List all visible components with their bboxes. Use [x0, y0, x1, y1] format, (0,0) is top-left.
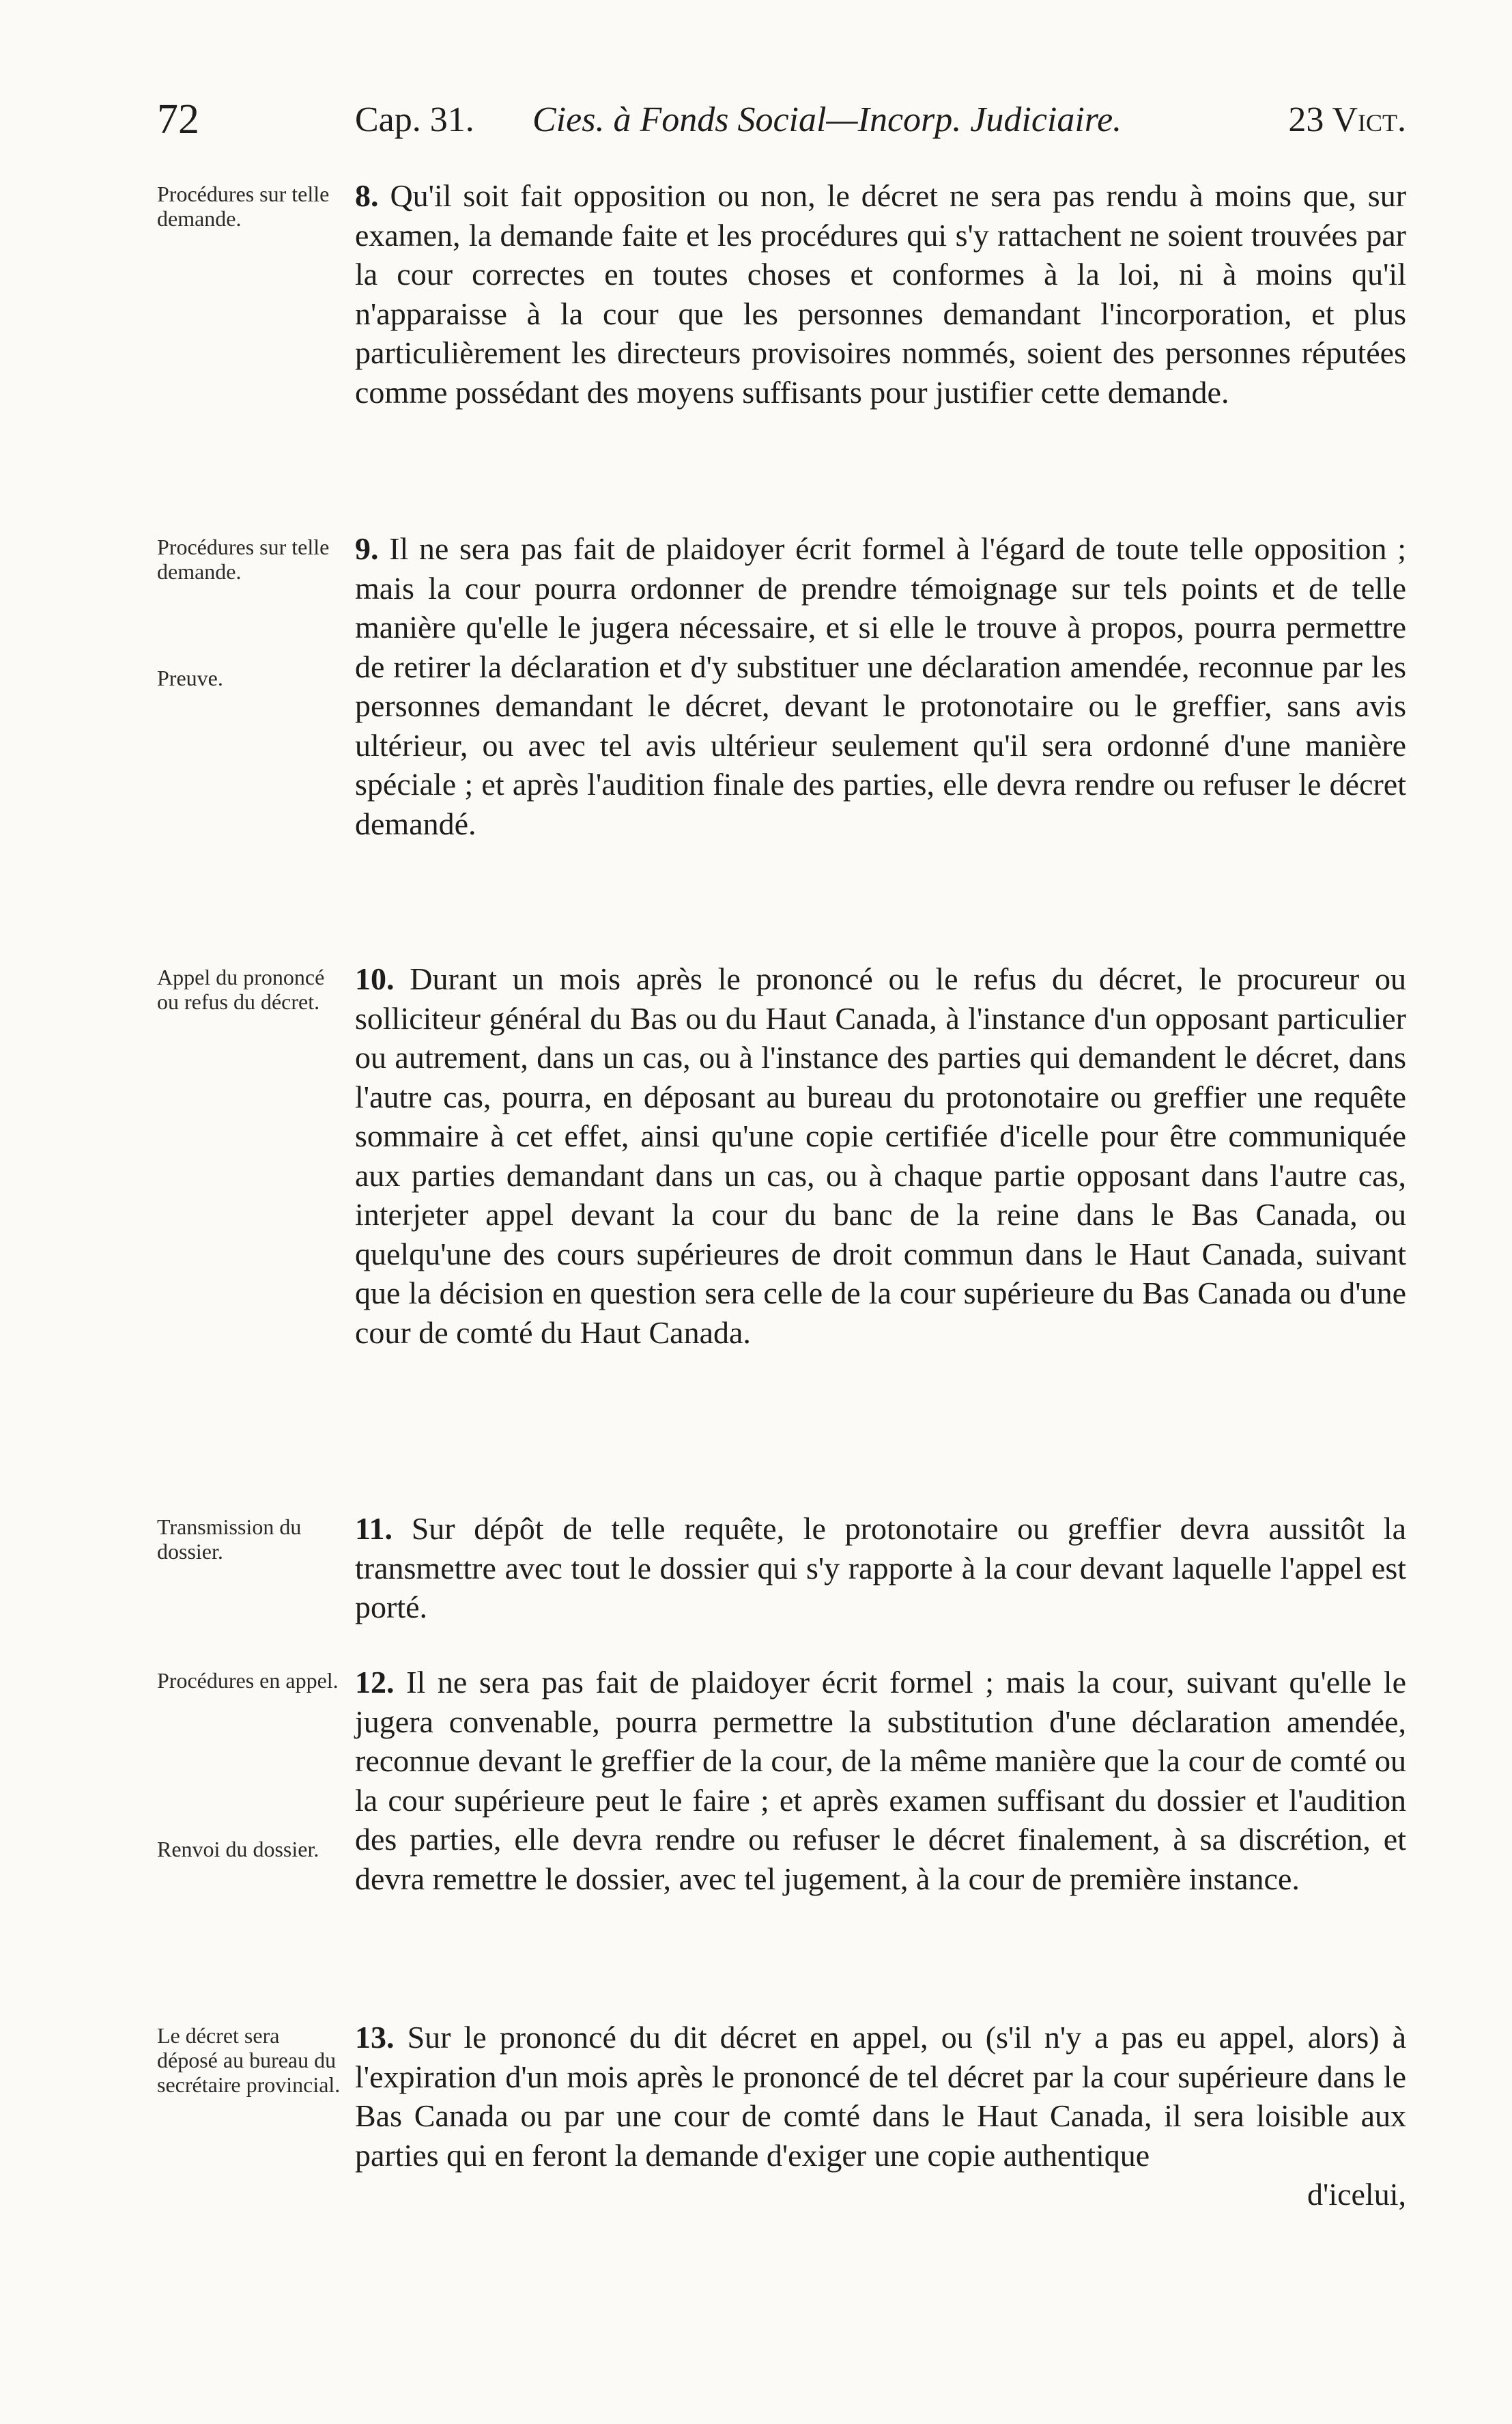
running-title: Cies. à Fonds Social—Incorp. Judiciaire.	[532, 100, 1122, 139]
margin-note: Procédures en appel.	[157, 1668, 339, 1693]
section-text	[355, 529, 1406, 843]
margin-note: Appel du prononcé ou refus du décret.	[157, 965, 325, 1014]
section-number: 8.	[355, 178, 379, 213]
margin-note: Transmission du dossier.	[157, 1514, 302, 1564]
section-number: 13.	[355, 2020, 395, 2055]
catchword: d'icelui,	[1307, 2177, 1406, 2212]
section-body: Qu'il soit fait opposition ou non, le décret ne sera pas rendu à moins que, sur examen, la demande faite et les procédures qui s'y rattachent ne soient trouvées par la cour correctes en toutes choses et conformes à la loi, ni à moins qu'il n'apparaisse à la cour que les personnes demandant l'incorporation, et plus particulièrement les directeurs provisoires nommés, soient des personnes réputées comme possédant des moyens suffisants pour justifier cette demande.	[355, 178, 1407, 410]
page-number: 72	[157, 96, 199, 143]
margin-note: Procédures sur telle demande.	[157, 535, 330, 584]
section-body: Durant un mois après le prononcé ou le refus du décret, le procureur ou solliciteur général du Bas ou du Haut Canada, à l'instance d'un opposant particulier ou autrement, dans un cas, ou à l'instance des parties qui demandent le décret, dans l'autre cas, pourra, en déposant au bureau du protonotaire ou greffier une requête sommaire à cet effet, ainsi qu'une copie certifiée d'icelle pour être communiquée aux parties demandant dans un cas, ou à chaque partie opposant dans l'autre cas, interjeter appel devant la cour du banc de la reine dans le Bas Canada, ou quelqu'une des cours supérieures de droit commun dans le Haut Canada, suivant que la décision en question sera celle de la cour supérieure du Bas Canada ou d'une cour de comté du Haut Canada.	[355, 961, 1406, 1350]
section-body: Il ne sera pas fait de plaidoyer écrit formel ; mais la cour, suivant qu'elle le jugera convenable, pourra permettre la substitution d'une déclaration amendée, reconnue devant le greffier de la cour, de la même manière que la cour de comté ou la cour supérieure peut le faire ; et après examen suffisant du dossier et l'audition des parties, elle devra rendre ou refuser le décret finalement, à sa discrétion, et devra remettre le dossier, avec tel jugement, à la cour de première instance.	[355, 1665, 1407, 1896]
regnal-year: 23 Vict.	[1288, 100, 1406, 139]
margin-note: Renvoi du dossier.	[157, 1837, 319, 1861]
section-number: 9.	[355, 531, 379, 566]
section-body: Sur le prononcé du dit décret en appel, ou (s'il n'y a pas eu appel, alors) à l'expiration d'un mois après le prononcé de tel décret par la cour supérieure dans le Bas Canada ou par une cour de comté dans le Haut Canada, il sera loisible aux parties qui en feront la demande d'exiger une copie authentique	[355, 2020, 1407, 2173]
margin-note: Procédures sur telle demande.	[157, 182, 330, 231]
section-text	[355, 959, 1406, 1352]
section-number: 12.	[355, 1665, 395, 1700]
section-text	[355, 2018, 1406, 2214]
running-header	[157, 96, 1406, 157]
margin-note: Preuve.	[157, 666, 223, 690]
section-text	[355, 1663, 1406, 1898]
margin-note: Le décret sera déposé au bureau du secrétaire provincial.	[157, 2023, 341, 2097]
section-body: Il ne sera pas fait de plaidoyer écrit formel à l'égard de toute telle opposition ; mais la cour pourra ordonner de prendre témoignage sur tels points et de telle manière qu'elle le jugera nécessaire, et si elle le trouve à propos, pourra permettre de retirer la déclaration et d'y substituer une déclaration amendée, reconnue par les personnes demandant le décret, devant le protonotaire ou le greffier, sans avis ultérieur, ou avec tel avis ultérieur seulement qu'il sera ordonné d'une manière spéciale ; et après l'audition finale des parties, elle devra rendre ou refuser le décret demandé.	[355, 531, 1407, 841]
section-number: 10.	[355, 961, 395, 996]
chapter-label: Cap. 31.	[355, 100, 474, 139]
section-text	[355, 1509, 1406, 1627]
section-text	[355, 176, 1406, 412]
section-number: 11.	[355, 1511, 393, 1546]
section-body: Sur dépôt de telle requête, le protonotaire ou greffier devra aussitôt la transmettre avec tout le dossier qui s'y rapporte à la cour devant laquelle l'appel est porté.	[355, 1511, 1407, 1624]
